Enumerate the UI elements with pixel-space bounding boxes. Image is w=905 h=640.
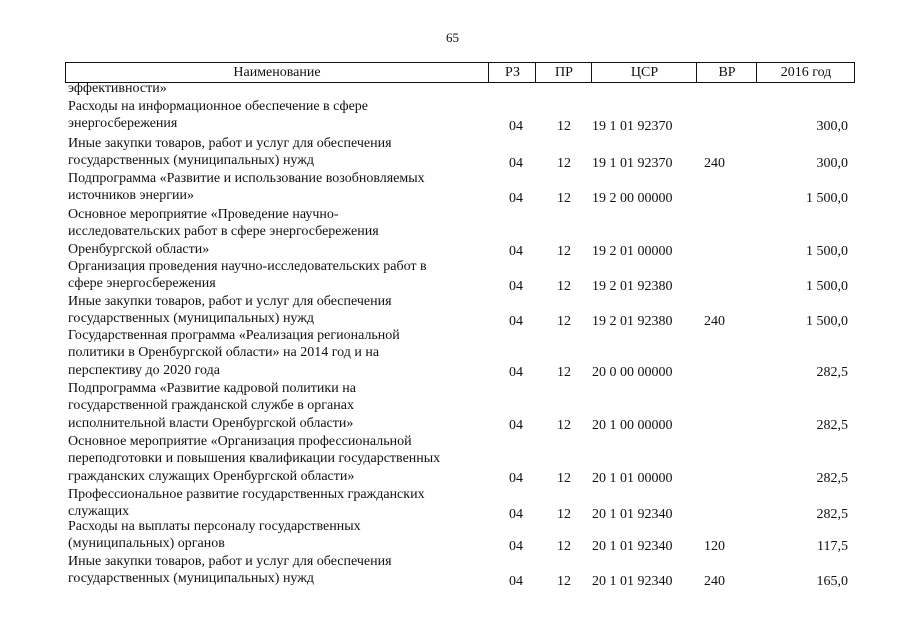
- row-vr: 240: [704, 314, 725, 329]
- row-amount: 1 500,0: [806, 191, 848, 206]
- row-amount: 300,0: [816, 119, 848, 134]
- table-row: [0, 98, 905, 135]
- row-rz: 04: [509, 279, 523, 294]
- header-year: 2016 год: [756, 63, 855, 82]
- row-pr: 12: [557, 119, 571, 134]
- row-pr: 12: [557, 539, 571, 554]
- row-csr: 19 1 01 92370: [592, 119, 673, 134]
- row-rz: 04: [509, 471, 523, 486]
- row-amount: 282,5: [816, 471, 848, 486]
- row-amount: 117,5: [817, 539, 848, 554]
- row-name: Организация проведения научно-исследовательских работ в сфере энергосбережения: [68, 259, 427, 292]
- row-rz: 04: [509, 156, 523, 171]
- row-csr: 19 2 00 00000: [592, 191, 673, 206]
- row-rz: 04: [509, 119, 523, 134]
- row-amount: 282,5: [816, 507, 848, 522]
- table-row: [0, 553, 905, 590]
- row-rz: 04: [509, 418, 523, 433]
- page-number: 65: [446, 30, 459, 45]
- row-pr: 12: [557, 365, 571, 380]
- row-pr: 12: [557, 418, 571, 433]
- row-vr: 240: [704, 574, 725, 589]
- row-csr: 20 1 00 00000: [592, 418, 673, 433]
- header-rz: РЗ: [488, 63, 536, 82]
- row-rz: 04: [509, 507, 523, 522]
- row-name: Профессиональное развитие государственных гражданских служащих: [68, 487, 425, 520]
- row-amount: 300,0: [816, 156, 848, 171]
- header-vr: ВР: [696, 63, 757, 82]
- row-csr: 19 2 01 92380: [592, 314, 673, 329]
- row-name: эффективности»: [68, 81, 167, 96]
- table-row: [0, 170, 905, 207]
- row-name: Иные закупки товаров, работ и услуг для обеспечения государственных (муниципальных) нужд: [68, 294, 392, 327]
- table-row: [0, 293, 905, 330]
- row-name: Иные закупки товаров, работ и услуг для обеспечения государственных (муниципальных) нужд: [68, 136, 392, 169]
- table-row: [0, 433, 905, 487]
- row-pr: 12: [557, 471, 571, 486]
- table-row: [0, 518, 905, 555]
- table-row: [0, 80, 905, 98]
- row-rz: 04: [509, 244, 523, 259]
- row-pr: 12: [557, 244, 571, 259]
- table-row: [0, 206, 905, 260]
- row-csr: 20 1 01 92340: [592, 539, 673, 554]
- row-vr: 240: [704, 156, 725, 171]
- row-csr: 20 1 01 92340: [592, 574, 673, 589]
- row-pr: 12: [557, 314, 571, 329]
- row-amount: 1 500,0: [806, 314, 848, 329]
- table-row: [0, 327, 905, 381]
- row-name: Основное мероприятие «Организация профессиональной переподготовки и повышения квалификации государственных гражданских служащих Оренбургской области»: [68, 434, 441, 484]
- row-pr: 12: [557, 191, 571, 206]
- row-pr: 12: [557, 156, 571, 171]
- row-csr: 19 2 01 00000: [592, 244, 673, 259]
- row-rz: 04: [509, 574, 523, 589]
- row-csr: 19 2 01 92380: [592, 279, 673, 294]
- row-name: Расходы на информационное обеспечение в сфере энергосбережения: [68, 99, 369, 132]
- row-amount: 1 500,0: [806, 244, 848, 259]
- row-csr: 20 0 00 00000: [592, 365, 673, 380]
- row-pr: 12: [557, 507, 571, 522]
- header-csr: ЦСР: [591, 63, 697, 82]
- row-csr: 20 1 01 00000: [592, 471, 673, 486]
- table-row: [0, 135, 905, 172]
- row-name: Государственная программа «Реализация региональной политики в Оренбургской области» на 2014 год и на перспективу до 2020 года: [68, 328, 400, 378]
- header-pr: ПР: [535, 63, 592, 82]
- table-row: [0, 258, 905, 295]
- row-name: Расходы на выплаты персоналу государственных (муниципальных) органов: [68, 519, 361, 552]
- row-rz: 04: [509, 365, 523, 380]
- row-csr: 19 1 01 92370: [592, 156, 673, 171]
- row-name: Основное мероприятие «Проведение научно- исследовательских работ в сфере энергосбережения Оренбургской области»: [68, 207, 379, 257]
- row-name: Иные закупки товаров, работ и услуг для обеспечения государственных (муниципальных) нужд: [68, 554, 392, 587]
- row-rz: 04: [509, 314, 523, 329]
- row-amount: 282,5: [816, 418, 848, 433]
- row-rz: 04: [509, 539, 523, 554]
- header-name: Наименование: [233, 65, 321, 80]
- row-vr: 120: [704, 539, 725, 554]
- row-name: Подпрограмма «Развитие и использование возобновляемых источников энергии»: [68, 171, 425, 204]
- row-pr: 12: [557, 279, 571, 294]
- table-row: [0, 380, 905, 434]
- row-name: Подпрограмма «Развитие кадровой политики на государственной гражданской службе в органах исполнительной власти Оренбургской области»: [68, 381, 356, 431]
- row-pr: 12: [557, 574, 571, 589]
- row-amount: 165,0: [816, 574, 848, 589]
- row-csr: 20 1 01 92340: [592, 507, 673, 522]
- row-amount: 1 500,0: [806, 279, 848, 294]
- row-rz: 04: [509, 191, 523, 206]
- row-amount: 282,5: [816, 365, 848, 380]
